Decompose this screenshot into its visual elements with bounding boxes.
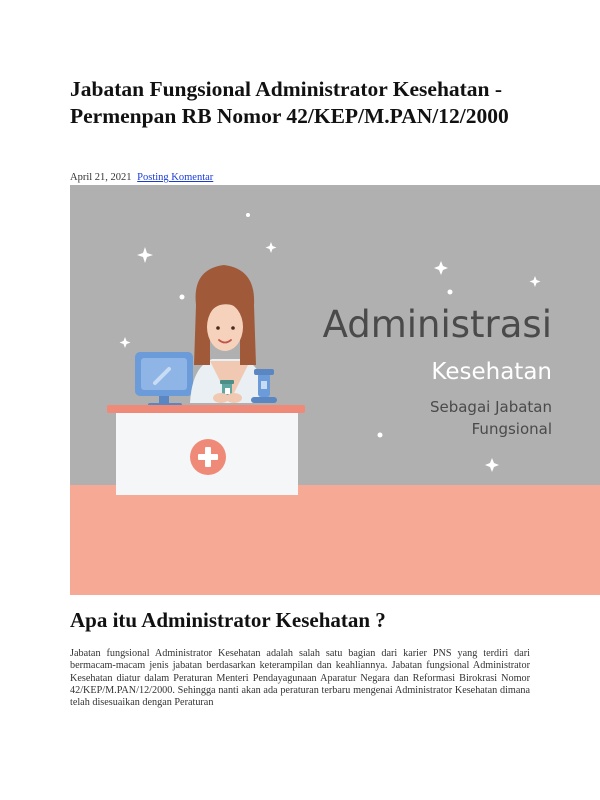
- hero-title: Administrasi: [322, 303, 552, 346]
- floor-band: [70, 485, 600, 595]
- post-meta: [70, 172, 213, 183]
- hero-caption-line1: Sebagai Jabatan: [429, 398, 552, 416]
- post-comment-link[interactable]: Posting Komentar: [137, 172, 214, 183]
- article-title: Jabatan Fungsional Administrator Kesehatan - Permenpan RB Nomor 42/KEP/M.PAN/12/2000: [70, 77, 509, 128]
- hero-image: [70, 185, 600, 595]
- post-date: April 21, 2021: [70, 172, 132, 183]
- reception-desk: [107, 405, 305, 495]
- section-heading: Apa itu Administrator Kesehatan ?: [70, 608, 386, 632]
- hero-subtitle: Kesehatan: [431, 359, 552, 385]
- section-paragraph: Jabatan fungsional Administrator Kesehatan adalah salah satu bagian dari karier PNS yang terdiri dari bermacam-macam jenis jabatan berdasarkan keterampilan dan keahliannya. Jabatan fungsional Administrator Kesehatan diatur dalam Peraturan Menteri Pendayagunaan Aparatur Negara dan Reformasi Birokrasi Nomor 42/KEP/M.PAN/12/2000. Sehingga nanti akan ada peraturan terbaru mengenai Administrator Kesehatan dimana telah disesuaikan dengan Peraturan: [70, 648, 530, 709]
- hero-caption-line2: Fungsional: [471, 420, 552, 438]
